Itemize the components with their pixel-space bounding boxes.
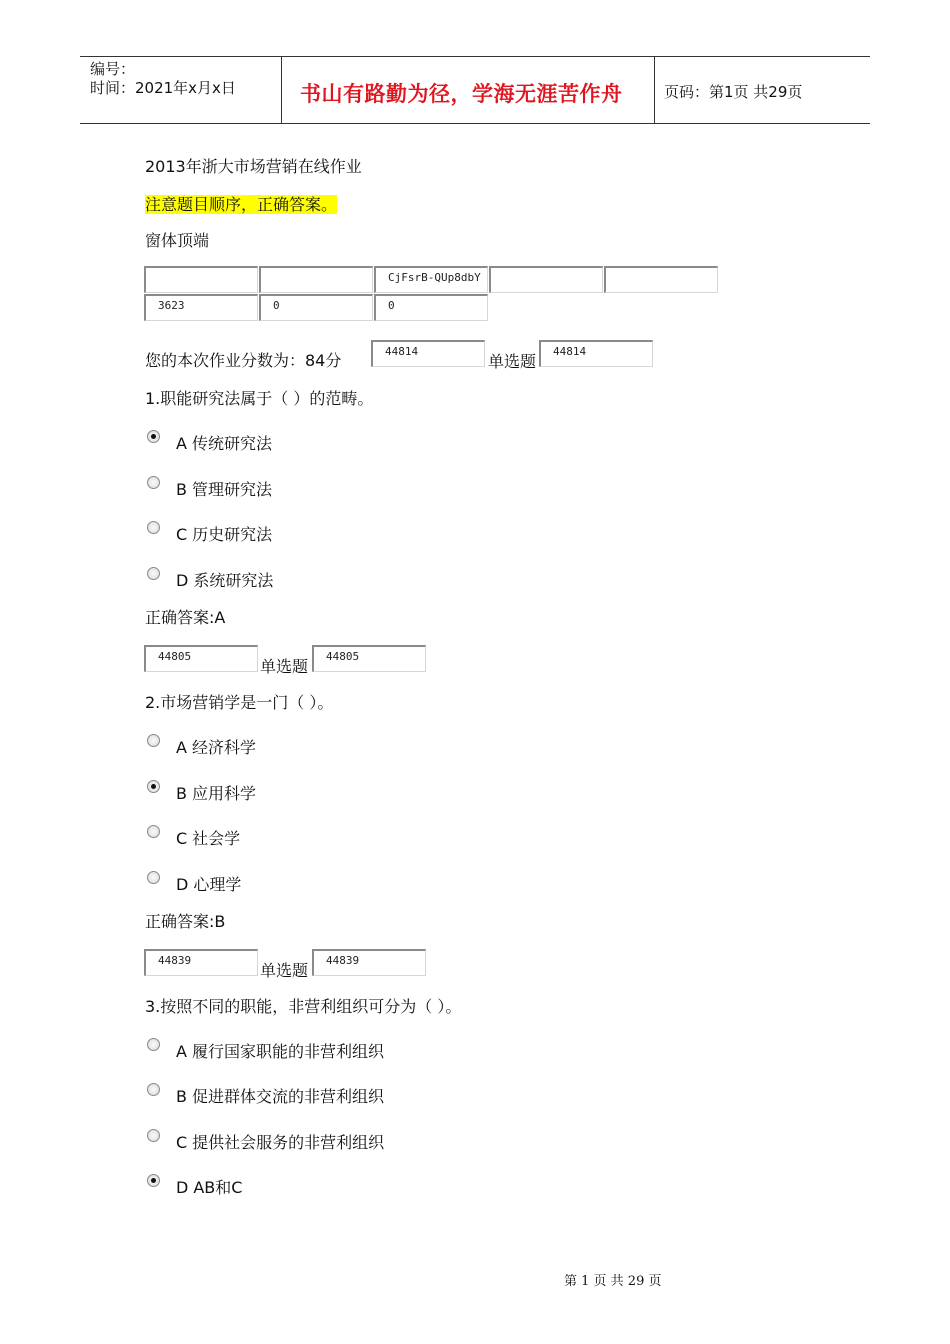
form-field[interactable]: 0 — [259, 294, 373, 321]
form-field[interactable]: 3623 — [144, 294, 258, 321]
form-field[interactable] — [489, 266, 603, 293]
radio-option-c[interactable] — [147, 825, 160, 838]
form-top-label: 窗体顶端 — [145, 231, 210, 250]
header-divider-left — [281, 56, 282, 124]
header-number-label: 编号： — [90, 60, 136, 78]
correct-answer: 正确答案:B — [145, 912, 226, 931]
option-label: A 传统研究法 — [176, 434, 272, 453]
question-id-field[interactable]: 44805 — [144, 645, 258, 672]
header-top-rule — [80, 56, 870, 57]
option-label: A 履行国家职能的非营利组织 — [176, 1042, 384, 1061]
header-motto: 书山有路勤为径，学海无涯苦作舟 — [300, 82, 623, 106]
header-time-label: 时间：2021年x月x日 — [90, 79, 236, 97]
correct-answer: 正确答案:A — [145, 608, 226, 627]
option-label: D 系统研究法 — [176, 571, 274, 590]
option-label: B 应用科学 — [176, 784, 256, 803]
option-label: B 管理研究法 — [176, 480, 272, 499]
radio-option-b[interactable] — [147, 780, 160, 793]
option-label: A 经济科学 — [176, 738, 256, 757]
header-page-info: 页码：第1页 共29页 — [664, 83, 803, 101]
question-id-field[interactable]: 44839 — [312, 949, 426, 976]
option-label: B 促进群体交流的非营利组织 — [176, 1087, 384, 1106]
question-type-label: 单选题 — [488, 352, 537, 371]
form-field[interactable]: CjFsrB-QUp8dbY — [374, 266, 488, 293]
score-text: 您的本次作业分数为：84分 — [145, 351, 342, 370]
radio-option-b[interactable] — [147, 476, 160, 489]
question-stem: 2.市场营销学是一门（ ）。 — [145, 693, 334, 712]
radio-option-a[interactable] — [147, 734, 160, 747]
form-field[interactable] — [144, 266, 258, 293]
option-label: C 社会学 — [176, 829, 241, 848]
form-field[interactable]: 0 — [374, 294, 488, 321]
document-title: 2013年浙大市场营销在线作业 — [145, 157, 362, 176]
radio-option-c[interactable] — [147, 1129, 160, 1142]
option-label: D AB和C — [176, 1178, 243, 1197]
footer-page-number: 第 1 页 共 29 页 — [564, 1274, 662, 1289]
option-label: C 提供社会服务的非营利组织 — [176, 1133, 385, 1152]
radio-option-d[interactable] — [147, 871, 160, 884]
radio-option-a[interactable] — [147, 1038, 160, 1051]
radio-option-b[interactable] — [147, 1083, 160, 1096]
radio-option-d[interactable] — [147, 567, 160, 580]
question-id-field[interactable]: 44814 — [371, 340, 485, 367]
option-label: D 心理学 — [176, 875, 242, 894]
question-stem: 1.职能研究法属于（ ）的范畴。 — [145, 389, 374, 408]
question-id-field[interactable]: 44805 — [312, 645, 426, 672]
header-bottom-rule — [80, 123, 870, 124]
radio-option-c[interactable] — [147, 521, 160, 534]
form-field[interactable] — [259, 266, 373, 293]
order-note — [145, 194, 337, 216]
form-field[interactable] — [604, 266, 718, 293]
question-id-field[interactable]: 44814 — [539, 340, 653, 367]
radio-option-a[interactable] — [147, 430, 160, 443]
radio-option-d[interactable] — [147, 1174, 160, 1187]
header-divider-right — [654, 56, 655, 124]
order-note-highlight: 注意题目顺序，正确答案。 — [145, 195, 338, 214]
option-label: C 历史研究法 — [176, 525, 273, 544]
question-type-label: 单选题 — [260, 961, 309, 980]
question-stem: 3.按照不同的职能，非营利组织可分为（ ）。 — [145, 997, 462, 1016]
question-type-label: 单选题 — [260, 657, 309, 676]
question-id-field[interactable]: 44839 — [144, 949, 258, 976]
